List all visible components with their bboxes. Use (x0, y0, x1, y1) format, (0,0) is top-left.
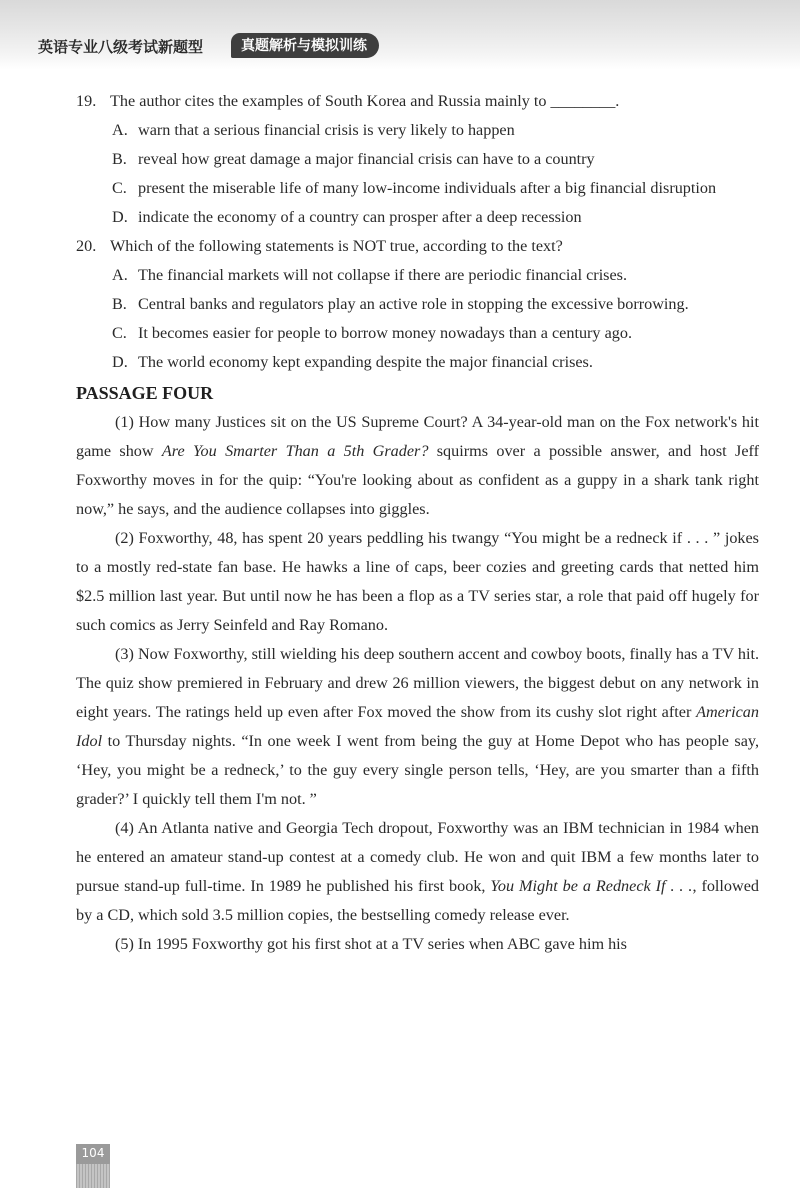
question-stem: Which of the following statements is NOT true, according to the text? (110, 237, 563, 255)
paragraph-3: (3) Now Foxworthy, still wielding his deep southern accent and cowboy boots, finally has a TV hit. The quiz show premiered in February and drew 26 million viewers, the biggest debut on any network in eight years. The ratings held up even after Fox moved the show from its cushy slot right after American Idol to Thursday nights. “In one week I went from being the guy at Home Depot who has people say, ‘Hey, you might be a redneck,’ to the guy every single person tells, ‘Hey, are you smarter than a fifth grader?’ I quickly tell them I'm not. ” (76, 645, 759, 808)
show-title: Are You Smarter Than a 5th Grader? (161, 442, 429, 460)
question-19 (76, 87, 759, 232)
option-a: A. The financial markets will not collapse if there are periodic financial crises. (112, 266, 628, 284)
paragraph-2: (2) Foxworthy, 48, has spent 20 years peddling his twangy “You might be a redneck if . . . ” jokes to a mostly red-state fan base. He hawks a line of caps, beer cozies and greeting cards that netted him $2.5 million last year. But until now he has been a flop as a TV series star, a role that paid off hugely for such comics as Jerry Seinfeld and Ray Romano. (76, 529, 759, 634)
option-b: B. Central banks and regulators play an active role in stopping the excessive borrowing. (112, 295, 689, 313)
book-title-italic: You Might be a Redneck If . . . (490, 877, 693, 895)
page-number: 104 (81, 1146, 105, 1160)
option-c: C. present the miserable life of many low-income individuals after a big financial disruption (112, 179, 717, 197)
option-d: D. indicate the economy of a country can prosper after a deep recession (112, 208, 582, 226)
paragraph-5: (5) In 1995 Foxworthy got his first shot at a TV series when ABC gave him his (115, 935, 627, 953)
page-header (0, 0, 800, 70)
option-c: C. It becomes easier for people to borrow money nowadays than a century ago. (112, 324, 632, 342)
paragraph-1: (1) How many Justices sit on the US Supreme Court? A 34-year-old man on the Fox network's hit game show Are You Smarter Than a 5th Grader? squirms over a possible answer, and host Jeff Foxworthy moves in for the quip: “You're looking about as confident as a guppy in a shark tank right now,” he says, and the audience collapses into giggles. (76, 413, 759, 518)
book-subtitle-tag: 真题解析与模拟训练 (231, 33, 379, 58)
show-title: American Idol (76, 703, 759, 750)
page-content (76, 87, 759, 959)
question-number: 19. (76, 92, 97, 110)
question-20 (76, 232, 759, 377)
book-title: 英语专业八级考试新题型 (38, 38, 204, 56)
question-number: 20. (76, 237, 97, 255)
question-stem: The author cites the examples of South Korea and Russia mainly to ________. (110, 92, 620, 110)
option-d: D. The world economy kept expanding despite the major financial crises. (112, 353, 593, 371)
page-number-tab (76, 1144, 110, 1188)
passage-title: PASSAGE FOUR (76, 383, 214, 403)
paragraph-4: (4) An Atlanta native and Georgia Tech dropout, Foxworthy was an IBM technician in 1984 when he entered an amateur stand-up contest at a comedy club. He won and quit IBM a few months later to pursue stand-up full-time. In 1989 he published his first book, You Might be a Redneck If . . ., followed by a CD, which sold 3.5 million copies, the bestselling comedy release ever. (76, 819, 759, 924)
option-b: B. reveal how great damage a major financial crisis can have to a country (112, 150, 595, 168)
page-tab-pattern (76, 1164, 110, 1188)
option-a: A. warn that a serious financial crisis is very likely to happen (112, 121, 515, 139)
